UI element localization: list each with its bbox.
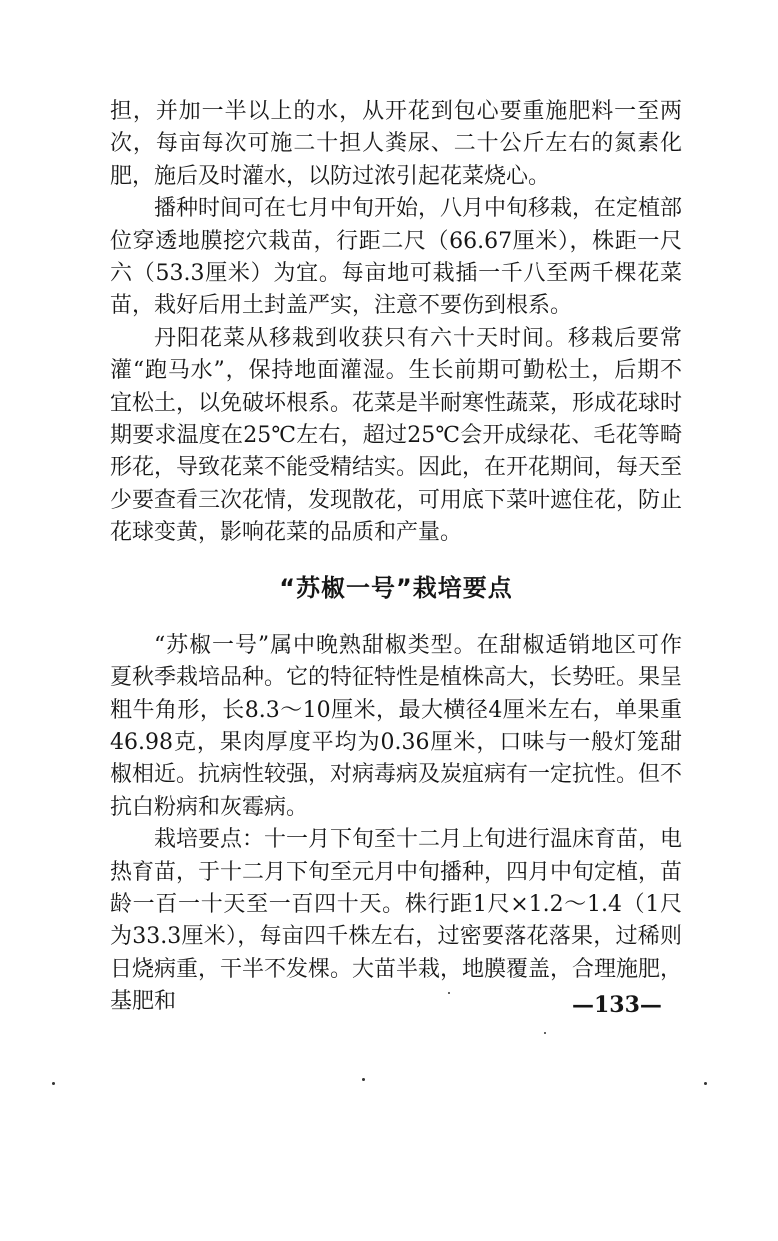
paragraph-4: “苏椒一号”属中晚熟甜椒类型。在甜椒适销地区可作夏秋季栽培品种。它的特征特性是植株高大，长势旺。果呈粗牛角形，长8.3～10厘米，最大横径4厘米左右，单果重46.98克，果肉厚度平均为0.36厘米，口味与一般灯笼甜椒相近。抗病性较强，对病毒病及炭疽病有一定抗性。但不抗白粉病和灰霉病。 bbox=[110, 632, 683, 820]
scan-speck bbox=[704, 1082, 707, 1085]
scan-speck bbox=[544, 1032, 546, 1034]
scan-speck bbox=[52, 1082, 55, 1085]
section-heading: “苏椒一号”栽培要点 bbox=[279, 573, 513, 602]
scan-speck bbox=[448, 992, 450, 994]
paragraph-5: 栽培要点：十一月下旬至十二月上旬进行温床育苗，电热育苗，于十二月下旬至元月中旬播种，四月中旬定植，苗龄一百一十天至一百四十天。株行距1尺×1.2～1.4（1尺为33.3厘米），每亩四千株左右，过密要落花落果，过稀则日烧病重，干半不发棵。大苗半栽，地膜覆盖，合理施肥，基肥和 bbox=[110, 827, 683, 1015]
paragraph-1: 担，并加一半以上的水，从开花到包心要重施肥料一至两次，每亩每次可施二十担人粪尿、二十公斤左右的氮素化肥，施后及时灌水，以防过浓引起花菜烧心。 bbox=[110, 99, 682, 189]
page-number: —133— bbox=[572, 992, 662, 1018]
paragraph-3: 丹阳花菜从移栽到收获只有六十天时间。移栽后要常灌“跑马水”，保持地面灌湿。生长前期可勤松土，后期不宜松土，以免破坏根系。花菜是半耐寒性蔬菜，形成花球时期要求温度在25℃左右，超过25℃会开成绿花、毛花等畸形花，导致花菜不能受精结实。因此，在开花期间，每天至少要查看三次花情，发现散花，可用底下菜叶遮住花，防止花球变黄，影响花菜的品质和产量。 bbox=[110, 325, 683, 546]
page-body bbox=[110, 96, 682, 1019]
scan-speck bbox=[362, 1078, 365, 1081]
paragraph-2: 播种时间可在七月中旬开始，八月中旬移栽，在定植部位穿透地膜挖穴栽苗，行距二尺（66.67厘米），株距一尺六（53.3厘米）为宜。每亩地可栽插一千八至两千棵花菜苗，栽好后用土封盖严实，注意不要伤到根系。 bbox=[110, 196, 683, 319]
